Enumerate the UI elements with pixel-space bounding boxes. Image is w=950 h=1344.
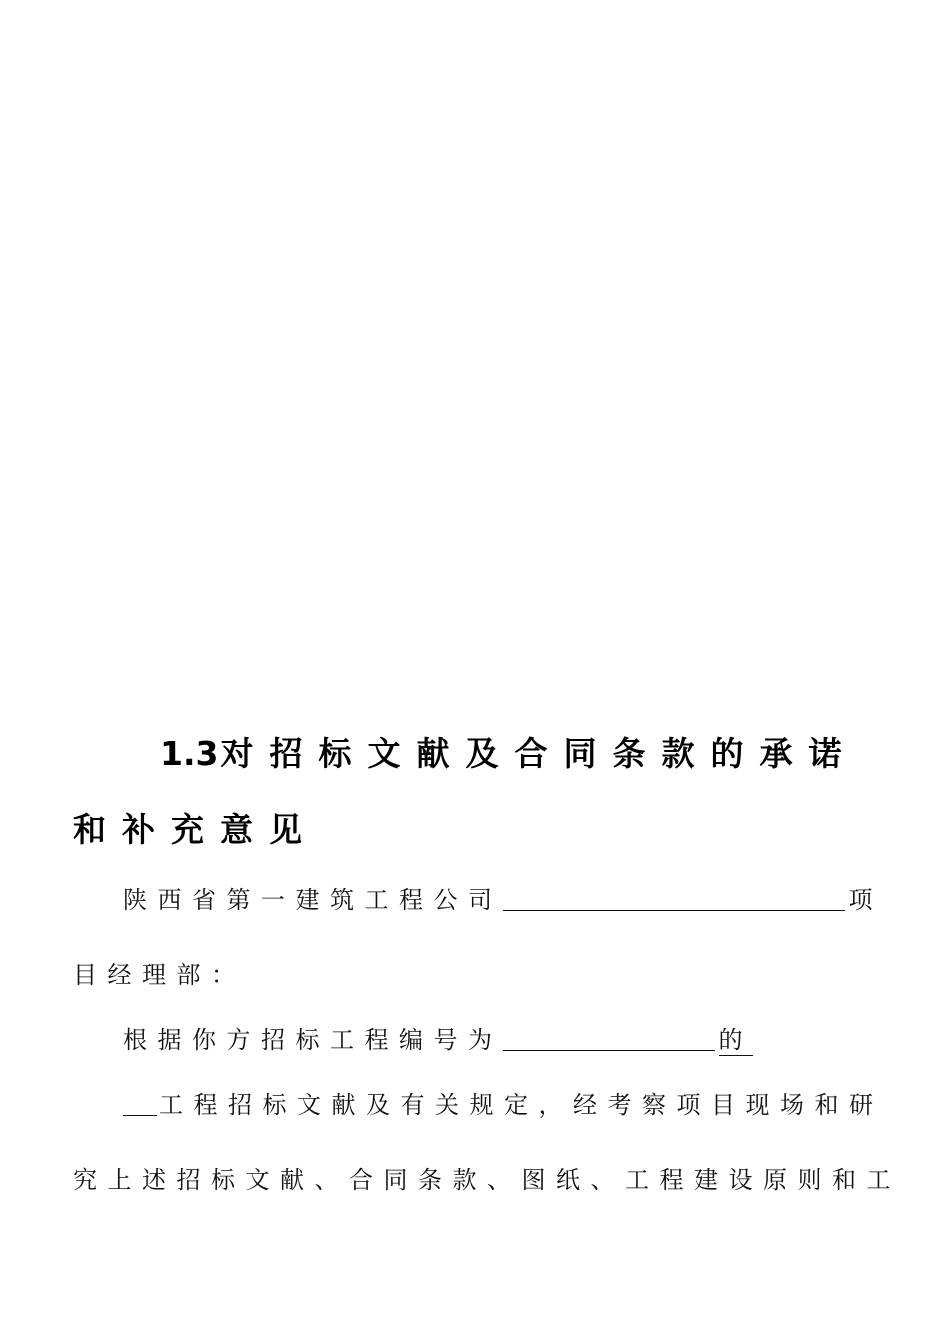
addressee-line	[123, 880, 883, 915]
section-heading-line1	[160, 728, 857, 775]
tender-number-suffix: 的	[718, 1026, 753, 1054]
tender-number-label: 根据你方招标工程编号为	[123, 1026, 503, 1054]
paragraph-1-line-2	[123, 1085, 884, 1120]
paragraph-1-line-3: 究上述招标文献、合同条款、图纸、工程建设原则和工	[73, 1166, 901, 1194]
paragraph-1-line-1	[123, 1020, 753, 1055]
section-title-part1: 对招标文献及合同条款的承诺	[220, 734, 858, 773]
section-heading-line2: 和补充意见	[73, 810, 318, 849]
project-name-blank	[503, 890, 845, 911]
addressee-company: 陕西省第一建筑工程公司	[123, 886, 503, 914]
project-name-lead-blank	[123, 1095, 157, 1116]
addressee-suffix: 项	[848, 886, 883, 914]
section-number: 1.3	[160, 734, 219, 773]
paragraph-1-text: 工程招标文献及有关规定，经考察项目现场和研	[159, 1091, 884, 1119]
addressee-line-2: 目经理部：	[73, 961, 246, 989]
tender-number-blank	[503, 1030, 715, 1051]
